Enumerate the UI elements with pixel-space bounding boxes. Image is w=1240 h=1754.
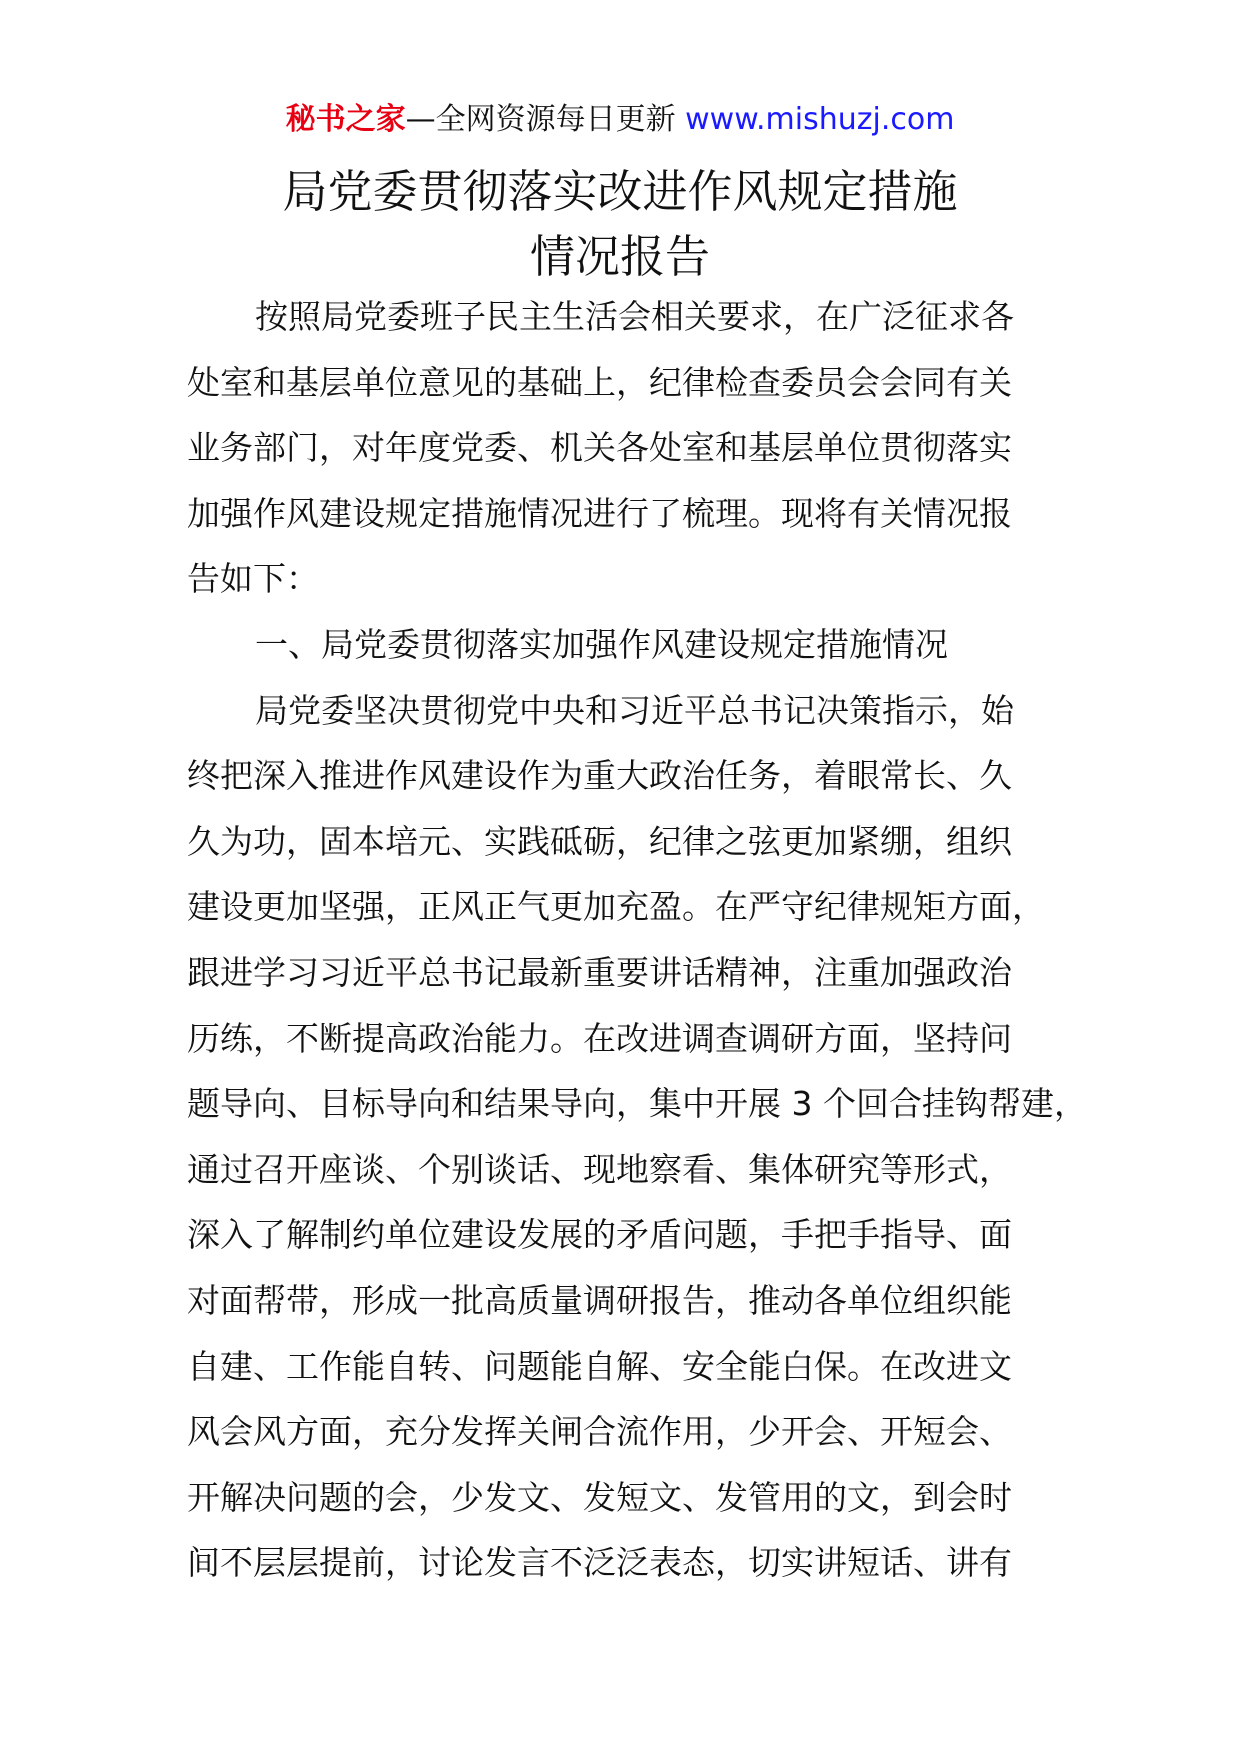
- body-line: 告如下：: [187, 559, 319, 599]
- site-url-link[interactable]: www.mishuzj.com: [685, 102, 955, 137]
- section-heading: 一、局党委贯彻落实加强作风建设规定措施情况: [255, 624, 948, 664]
- body-line: 题导向、目标导向和结果导向，集中开展 3 个回合挂钩帮建，: [187, 1084, 1087, 1124]
- body-line: 开解决问题的会，少发文、发短文、发管用的文，到会时: [187, 1477, 1012, 1517]
- document-title-line-1: 局党委贯彻落实改进作风规定措施: [282, 165, 958, 218]
- body-line: 间不层层提前，讨论发言不泛泛表态，切实讲短话、讲有: [187, 1543, 1012, 1583]
- body-line: 风会风方面，充分发挥关闸合流作用，少开会、开短会、: [187, 1412, 1012, 1452]
- body-line: 加强作风建设规定措施情况进行了梳理。现将有关情况报: [187, 493, 1012, 533]
- body-line: 终把深入推进作风建设作为重大政治任务，着眼常长、久: [187, 756, 1012, 796]
- site-header: [0, 100, 1240, 140]
- body-line: 局党委坚决贯彻党中央和习近平总书记决策指示，始: [255, 690, 1014, 730]
- body-line: 对面帮带，形成一批高质量调研报告，推动各单位组织能: [187, 1280, 1012, 1320]
- header-tagline: —全网资源每日更新: [405, 102, 686, 137]
- body-line: 业务部门，对年度党委、机关各处室和基层单位贯彻落实: [187, 428, 1012, 468]
- body-line: 自建、工作能自转、问题能自解、安全能白保。在改进文: [187, 1346, 1012, 1386]
- body-line: 按照局党委班子民主生活会相关要求，在广泛征求各: [255, 297, 1014, 336]
- document-title-line-2: 情况报告: [529, 230, 710, 283]
- body-line: 建设更加坚强，正风正气更加充盈。在严守纪律规矩方面，: [187, 887, 1045, 927]
- body-line: 历练，不断提高政治能力。在改进调查调研方面，坚持问: [187, 1018, 1012, 1058]
- brand-name: 秘书之家: [285, 102, 406, 137]
- body-line: 跟进学习习近平总书记最新重要讲话精神，注重加强政治: [187, 952, 1012, 992]
- body-line: 通过召开座谈、个别谈话、现地察看、集体研究等形式，: [187, 1149, 1012, 1189]
- body-line: 久为功，固本培元、实践砥砺，纪律之弦更加紧绷，组织: [187, 821, 1012, 861]
- document-body: [187, 292, 1087, 1604]
- body-line: 深入了解制约单位建设发展的矛盾问题，手把手指导、面: [187, 1215, 1012, 1255]
- body-line: 处室和基层单位意见的基础上，纪律检查委员会会同有关: [187, 362, 1012, 402]
